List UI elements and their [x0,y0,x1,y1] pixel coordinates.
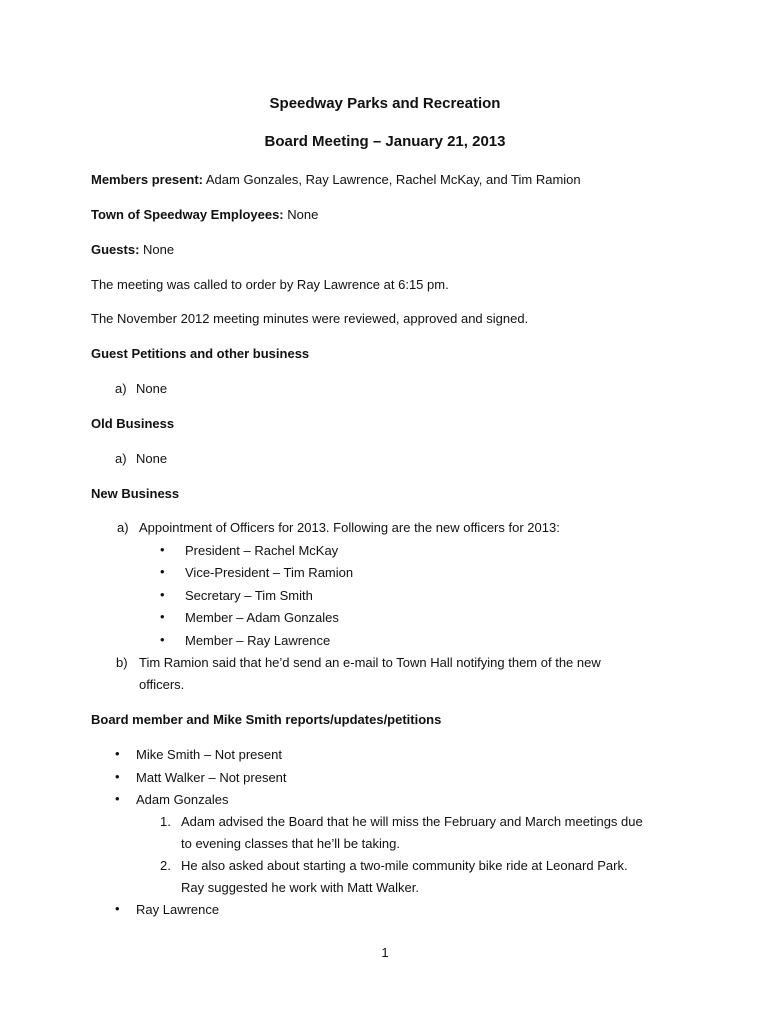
bullet-icon: • [160,542,165,557]
adam-subitem-line2: Ray suggested he work with Matt Walker. [181,880,419,895]
meeting-subtitle: Board Meeting – January 21, 2013 [264,133,506,150]
guest-petitions-heading: Guest Petitions and other business [91,346,310,361]
old-business-heading: Old Business [91,416,175,431]
members-present-line [91,172,581,188]
bullet-icon: • [115,901,120,916]
guests-label: Guests: [91,242,140,257]
guest-petitions-item: None [136,381,168,396]
officer-item: Member – Adam Gonzales [185,610,339,625]
officer-item: Vice-President – Tim Ramion [185,565,354,580]
employees-value: None [287,207,319,222]
minutes-reviewed-text: The November 2012 meeting minutes were reviewed, approved and signed. [91,311,529,326]
adam-subitem-marker: 2. [160,858,171,873]
adam-subitem-line1: He also asked about starting a two-mile community bike ride at Leonard Park. [181,858,628,873]
employees-label: Town of Speedway Employees: [91,207,284,222]
called-to-order-text: The meeting was called to order by Ray Lawrence at 6:15 pm. [91,277,449,292]
bullet-icon: • [115,746,120,761]
report-item: Matt Walker – Not present [136,770,287,785]
adam-subitem-marker: 1. [160,814,171,829]
members-present-label: Members present: [91,172,203,187]
employees-line [91,207,318,223]
page-number: 1 [381,945,389,960]
report-item: Adam Gonzales [136,792,229,807]
bullet-icon: • [160,632,165,647]
new-business-a-text: Appointment of Officers for 2013. Following are the new officers for 2013: [139,520,560,535]
officer-item: Secretary – Tim Smith [185,588,313,603]
officer-item: Member – Ray Lawrence [185,633,331,648]
old-business-item: None [136,451,168,466]
bullet-icon: • [115,769,120,784]
bullet-icon: • [160,609,165,624]
document-title: Speedway Parks and Recreation [269,95,501,112]
bullet-icon: • [160,587,165,602]
bullet-icon: • [115,791,120,806]
new-business-heading: New Business [91,486,180,501]
new-business-b-line2: officers. [139,677,185,692]
reports-heading: Board member and Mike Smith reports/updates/petitions [91,712,442,727]
new-business-b-marker: b) [116,655,128,670]
guests-line [91,242,174,258]
bullet-icon: • [160,564,165,579]
old-business-marker: a) [115,451,127,466]
report-item: Mike Smith – Not present [136,747,282,762]
new-business-a-marker: a) [117,520,129,535]
new-business-b-line1: Tim Ramion said that he’d send an e-mail to Town Hall notifying them of the new [139,655,601,670]
adam-subitem-line2: to evening classes that he’ll be taking. [181,836,400,851]
members-present-value: Adam Gonzales, Ray Lawrence, Rachel McKay, and Tim Ramion [205,172,581,187]
report-item: Ray Lawrence [136,902,220,917]
adam-subitem-line1: Adam advised the Board that he will miss the February and March meetings due [181,814,643,829]
guest-petitions-marker: a) [115,381,127,396]
guests-value: None [143,242,175,257]
officer-item: President – Rachel McKay [185,543,339,558]
